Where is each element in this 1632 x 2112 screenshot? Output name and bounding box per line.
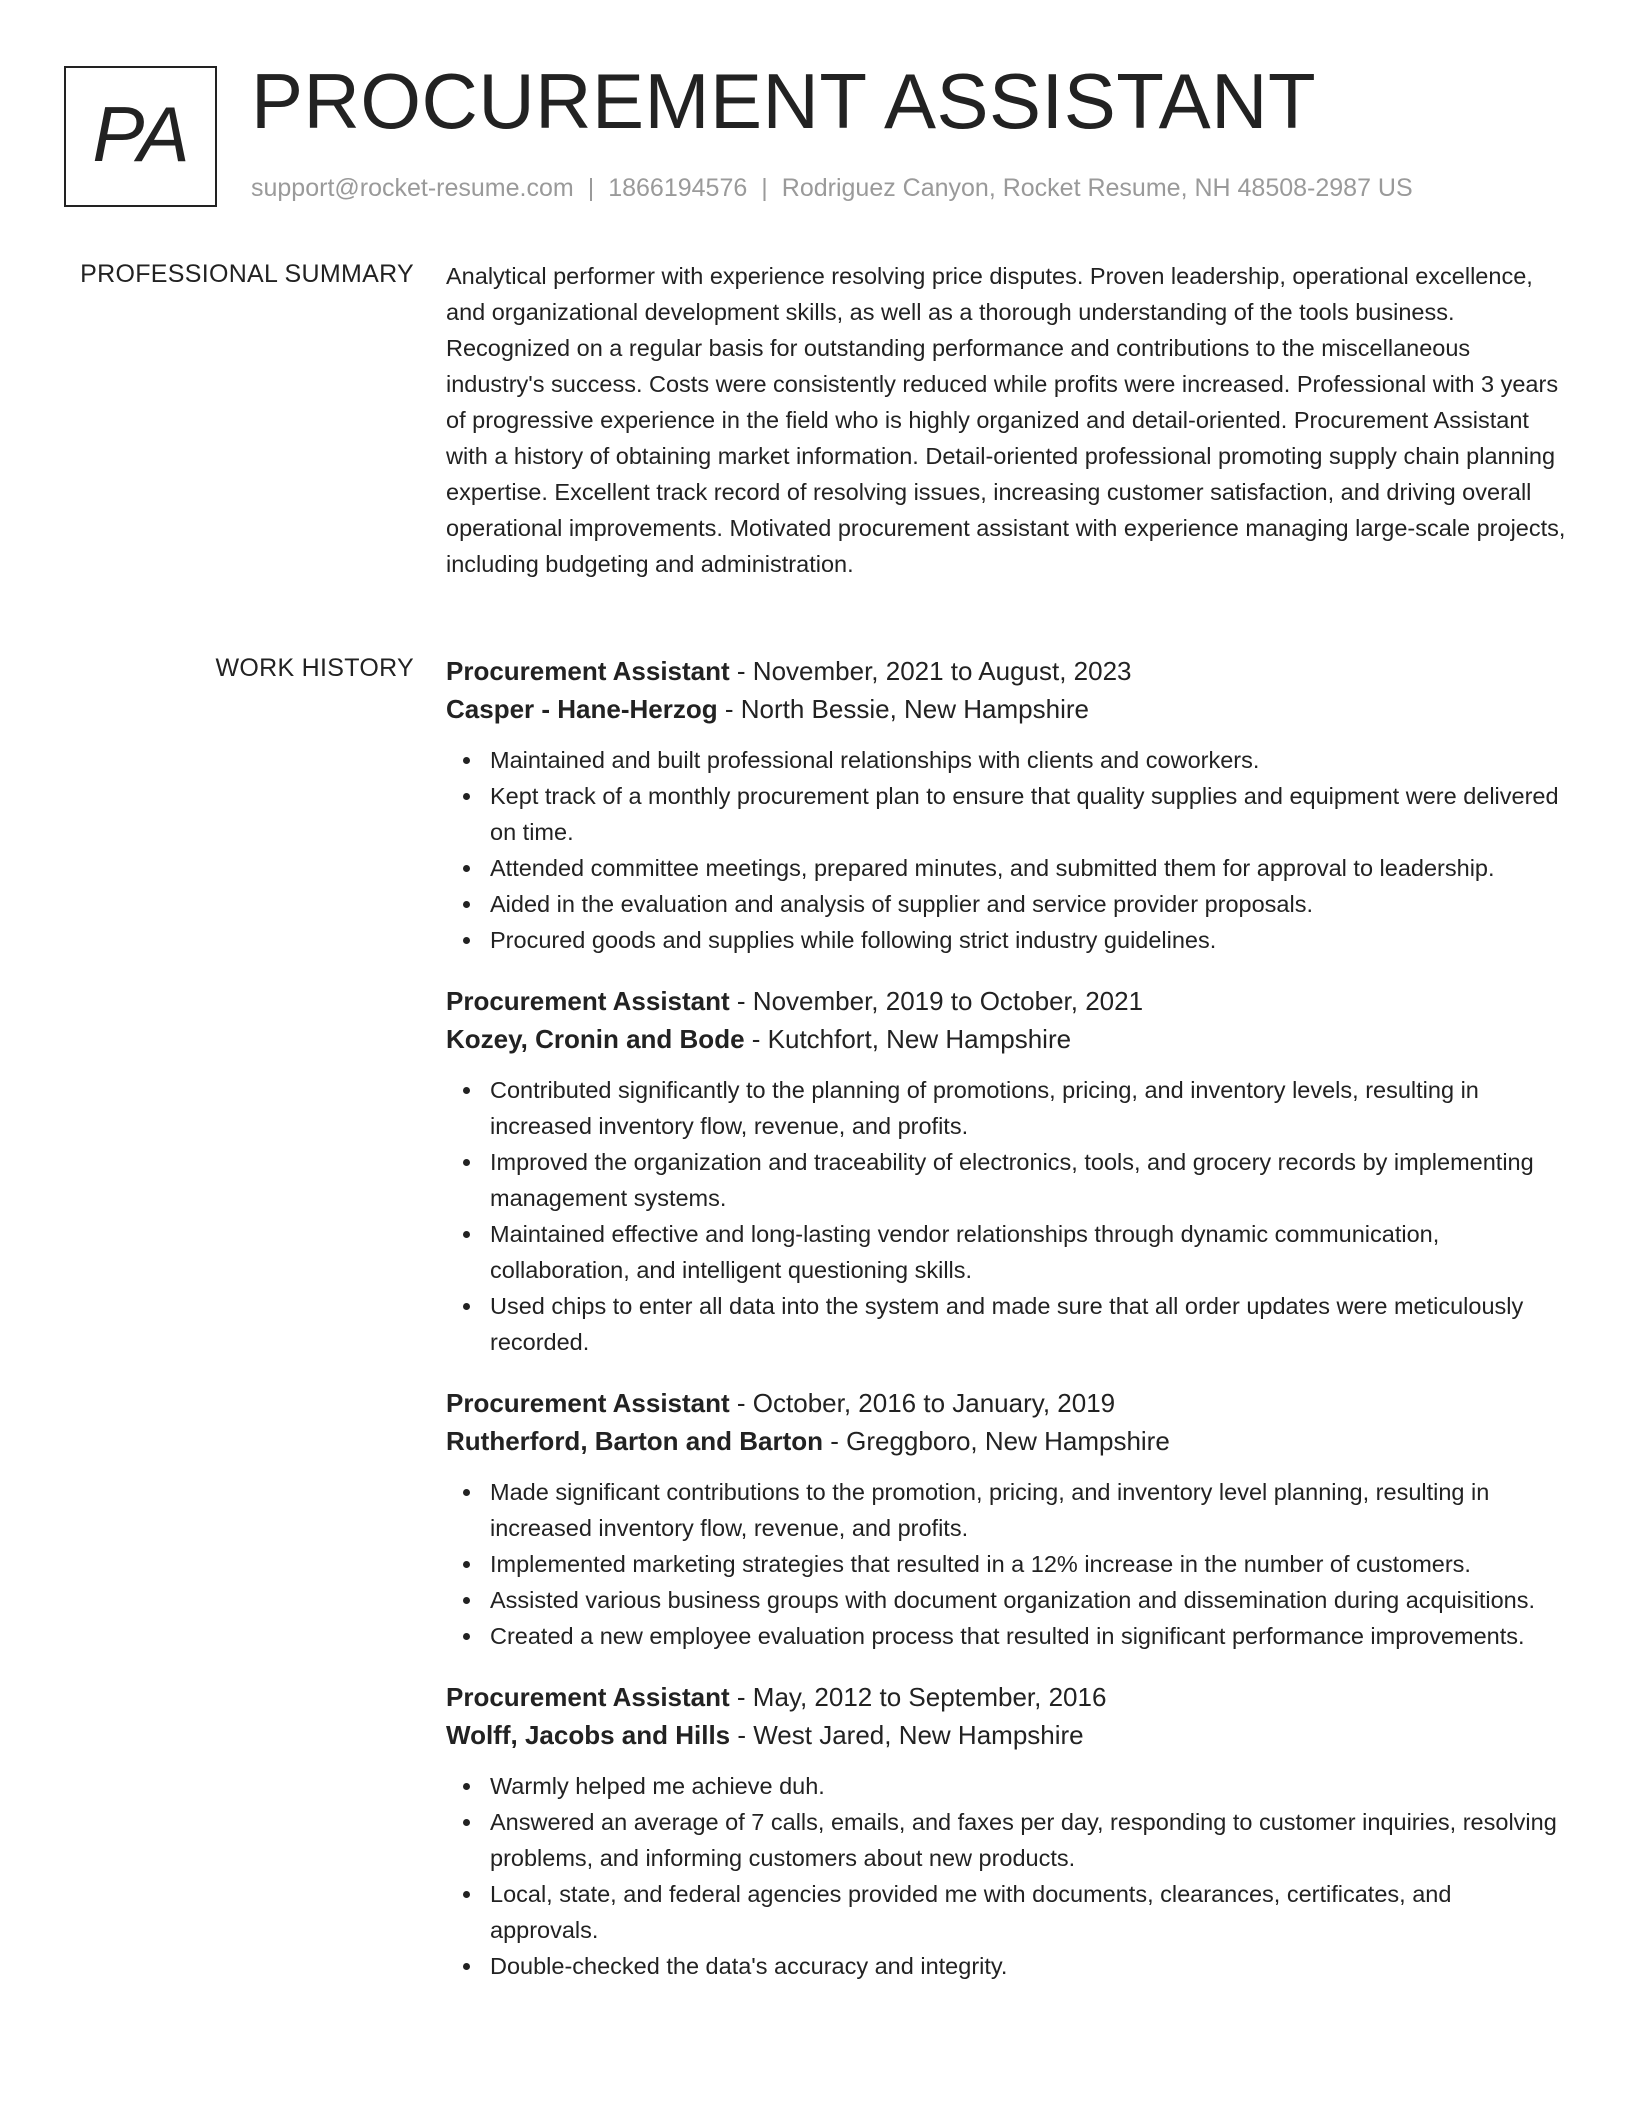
job-title: Procurement Assistant (446, 656, 730, 686)
job-dates: - October, 2016 to January, 2019 (729, 1388, 1116, 1418)
job-bullet: Double-checked the data's accuracy and integrity. (490, 1948, 1566, 1984)
job-bullet: Aided in the evaluation and analysis of supplier and service provider proposals. (490, 886, 1566, 922)
job-company: Kozey, Cronin and Bode (446, 1024, 745, 1054)
job-bullet: Warmly helped me achieve duh. (490, 1768, 1566, 1804)
job-company-line (446, 1422, 1566, 1460)
job-title: Procurement Assistant (446, 986, 730, 1016)
contact-line (251, 174, 1413, 203)
job-entry (446, 982, 1566, 1360)
job-bullet: Local, state, and federal agencies provided me with documents, clearances, certificates, and approvals. (490, 1876, 1566, 1948)
job-dates: - November, 2021 to August, 2023 (729, 656, 1132, 686)
work-history-list (446, 652, 1566, 2008)
job-bullet: Kept track of a monthly procurement plan to ensure that quality supplies and equipment were delivered on time. (490, 778, 1566, 850)
job-bullet: Implemented marketing strategies that resulted in a 12% increase in the number of customers. (490, 1546, 1566, 1582)
job-bullet-list (446, 1474, 1566, 1654)
job-title-line (446, 652, 1566, 690)
job-bullet: Procured goods and supplies while following strict industry guidelines. (490, 922, 1566, 958)
job-bullet-list (446, 1768, 1566, 1984)
job-bullet: Contributed significantly to the planning of promotions, pricing, and inventory levels, resulting in increased inventory flow, revenue, and profits. (490, 1072, 1566, 1144)
job-location: - North Bessie, New Hampshire (717, 694, 1089, 724)
contact-phone[interactable]: 1866194576 (608, 174, 748, 202)
job-company-line (446, 1716, 1566, 1754)
job-location: - West Jared, New Hampshire (730, 1720, 1084, 1750)
contact-email[interactable]: support@rocket-resume.com (251, 174, 574, 202)
contact-address: Rodriguez Canyon, Rocket Resume, NH 48508-2987 US (781, 174, 1413, 202)
job-company: Wolff, Jacobs and Hills (446, 1720, 731, 1750)
job-bullet: Used chips to enter all data into the system and made sure that all order updates were meticulously recorded. (490, 1288, 1566, 1360)
job-bullet-list (446, 742, 1566, 958)
job-bullet: Created a new employee evaluation process that resulted in significant performance improvements. (490, 1618, 1566, 1654)
resume-title: PROCUREMENT ASSISTANT (251, 57, 1317, 145)
job-company-line (446, 1020, 1566, 1058)
job-title-line (446, 982, 1566, 1020)
job-entry (446, 1384, 1566, 1654)
job-entry (446, 1678, 1566, 1984)
contact-separator: | (761, 174, 768, 202)
job-bullet: Maintained and built professional relationships with clients and coworkers. (490, 742, 1566, 778)
job-bullet: Assisted various business groups with document organization and dissemination during acquisitions. (490, 1582, 1566, 1618)
job-bullet: Attended committee meetings, prepared minutes, and submitted them for approval to leadership. (490, 850, 1566, 886)
job-bullet-list (446, 1072, 1566, 1360)
job-company: Rutherford, Barton and Barton (446, 1426, 823, 1456)
job-company-line (446, 690, 1566, 728)
job-title-line (446, 1678, 1566, 1716)
summary-heading: PROFESSIONAL SUMMARY (80, 260, 414, 288)
monogram-initials: PA (92, 90, 189, 178)
job-bullet: Made significant contributions to the promotion, pricing, and inventory level planning, resulting in increased inventory flow, revenue, and profits. (490, 1474, 1566, 1546)
job-title: Procurement Assistant (446, 1388, 730, 1418)
contact-separator: | (587, 174, 595, 202)
job-bullet: Improved the organization and traceability of electronics, tools, and grocery records by implementing management systems. (490, 1144, 1566, 1216)
job-dates: - November, 2019 to October, 2021 (729, 986, 1144, 1016)
job-entry (446, 652, 1566, 958)
summary-text: Analytical performer with experience resolving price disputes. Proven leadership, operational excellence, and organizational development skills, as well as a thorough understanding of the tools business. Recognized on a regular basis for outstanding performance and contributions to the miscellaneous industry's success. Costs were consistently reduced while profits were increased. Professional with 3 years of progressive experience in the field who is highly organized and detail-oriented. Procurement Assistant with a history of obtaining market information. Detail-oriented professional promoting supply chain planning expertise. Excellent track record of resolving issues, increasing customer satisfaction, and driving overall operational improvements. Motivated procurement assistant with experience managing large-scale projects, including budgeting and administration. (446, 263, 1566, 577)
job-location: - Greggboro, New Hampshire (823, 1426, 1170, 1456)
monogram-logo (64, 66, 217, 207)
job-bullet: Answered an average of 7 calls, emails, and faxes per day, responding to customer inquiries, resolving problems, and informing customers about new products. (490, 1804, 1566, 1876)
job-dates: - May, 2012 to September, 2016 (729, 1682, 1107, 1712)
job-company: Casper - Hane-Herzog (446, 694, 718, 724)
job-bullet: Maintained effective and long-lasting vendor relationships through dynamic communication, collaboration, and intelligent questioning skills. (490, 1216, 1566, 1288)
job-location: - Kutchfort, New Hampshire (744, 1024, 1072, 1054)
job-title-line (446, 1384, 1566, 1422)
work-history-heading: WORK HISTORY (215, 654, 414, 682)
job-title: Procurement Assistant (446, 1682, 730, 1712)
